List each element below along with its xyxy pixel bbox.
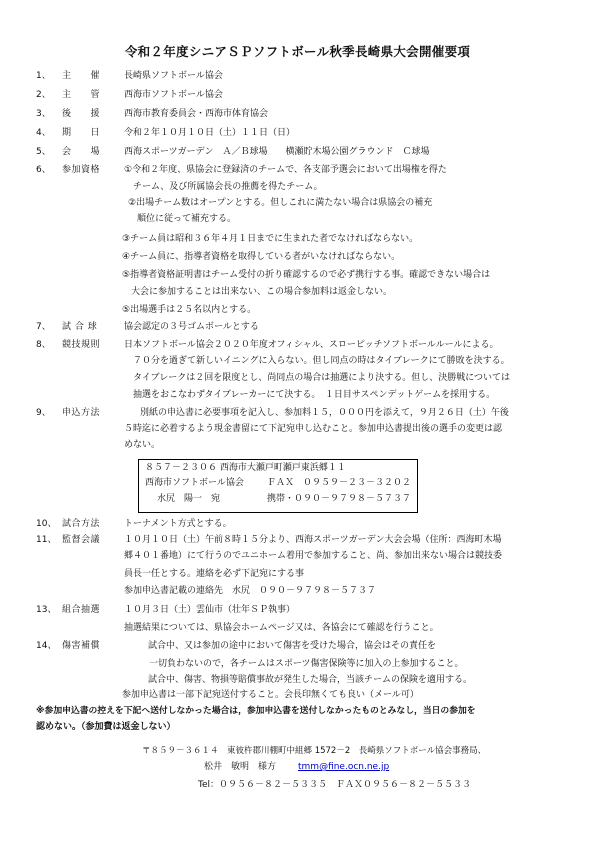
- item-text-line: 別紙の申込書に必要事項を記入し、参加料１５，０００円を添えて，９月２６日（土）午後: [140, 408, 509, 418]
- item-number: 10、: [36, 519, 57, 529]
- item-label: 申込方法: [62, 408, 101, 418]
- item-number: 8、: [36, 340, 51, 350]
- footer-address: 〒８５９－３６１４ 東彼杵郡川棚町中組郷 1572－2 長崎県ソフトボール協会事務局、: [142, 746, 487, 756]
- item-text-line: 参加申込書記載の連絡先 水尻 ０９０－９７９８－５７３７: [124, 586, 377, 596]
- item-label: 期 日: [62, 128, 101, 138]
- page-title: 令和２年度シニアＳＰソフトボール秋季長崎県大会開催要項: [124, 44, 471, 59]
- item-text-line: チーム、及び所属協会長の推薦を得たチーム。: [124, 182, 323, 192]
- note-3: 認めない。（参加費は返金しない）: [36, 722, 176, 732]
- item-number: 7、: [36, 322, 51, 332]
- item-text-line: ②出場チーム数はオープンとする。但しこれに満たない場合は県協会の補充: [128, 198, 433, 208]
- item-text-line: 抽選結果については、県協会ホームページ又は、各協会にて確認を行うこと。: [124, 623, 439, 633]
- item-text-line: 日本ソフトボール協会２０２０年度オフィシャル、スローピッチソフトボールルールによる。: [124, 340, 499, 350]
- item-text-line: 員長一任とする。連絡を必ず下記宛にする事: [124, 569, 305, 579]
- item-text-line: 令和２年１０月１０日（土）１１日（日）: [124, 128, 296, 138]
- item-label: 試合方法: [62, 519, 101, 529]
- item-text-line: 西海スポーツガーデン Ａ／Ｂ球場 横瀬貯木場公園グラウンド Ｃ球場: [124, 147, 430, 157]
- note-1: 参加申込書は一部下記宛送付すること。会長印無くても良い（メール可）: [122, 690, 419, 700]
- item-text-line: ④チーム員に、指導者資格を取得している者がいなければならない。: [122, 252, 401, 262]
- item-number: 5、: [36, 147, 51, 157]
- item-label: 監督会議: [62, 535, 101, 545]
- item-text-line: 順位に従って補充する。: [128, 214, 237, 224]
- item-text-line: ⑤指導者資格証明書はチーム受付の折り確認するので必ず携行する事。確認できない場合は: [122, 270, 491, 280]
- item-text-line: 一切負わないので，各チームはスポーツ傷害保険等に加入の上参加すること。: [140, 659, 464, 669]
- item-text-line: 大会に参加することは出来ない、この場合参加料は返金しない。: [122, 287, 393, 297]
- item-text-line: １０月１０日（土）午前８時１５分より、西海スポーツガーデン大会会場（住所：西海町木場: [124, 535, 502, 545]
- item-number: 2、: [36, 90, 51, 100]
- item-number: 3、: [36, 109, 51, 119]
- item-number: 14、: [36, 641, 57, 651]
- item-label: 主 催: [62, 71, 101, 81]
- item-number: 4、: [36, 128, 51, 138]
- box-name: 水尻 陽一 宛: [157, 494, 221, 504]
- item-text-line: ③チーム員は昭和３６年４月１日までに生まれた者でなければならない。: [122, 234, 419, 244]
- box-fax: ＦＡＸ ０９５９－２３－３２０２: [267, 478, 412, 488]
- address-box: [138, 459, 418, 513]
- item-label: 参加資格: [62, 165, 101, 175]
- item-text-line: 試合中、傷害、物損等賠償事故が発生した場合，当該チームの保険を適用する。: [148, 675, 473, 685]
- item-text-line: 協会認定の３号ゴムボールとする: [124, 322, 259, 332]
- item-number: 11、: [36, 535, 57, 545]
- item-text-line: 試合中、又は参加の途中において傷害を受けた場合，協会はその責任を: [148, 641, 437, 651]
- item-number: 1、: [36, 71, 51, 81]
- item-text-line: 抽選をおこなわずタイブレーカーにて決する。 １日目サスペンデットゲームを採用する。: [124, 390, 496, 400]
- box-address: ８５７－２３０６ 西海市大瀬戸町瀬戸東浜郷１１: [145, 463, 346, 473]
- item-text-line: ⑤出場選手は２５名以内とする。: [122, 305, 257, 315]
- item-text-line: １０月３日（土）雲仙市（壮年ＳＰ執事）: [124, 605, 296, 615]
- item-text-line: 長崎県ソフトボール協会: [124, 71, 223, 81]
- box-mobile: 携帯・０９０－９７９８－５７３７: [267, 494, 412, 504]
- footer-contact-name: 松井 敏明 様方: [204, 762, 277, 772]
- item-label: 主 管: [62, 90, 101, 100]
- item-number: 6、: [36, 165, 51, 175]
- footer-phone: Tel：０９５６－８２－５３３５ ＦＡＸ０９５６－８２－５５３３: [198, 780, 472, 790]
- footer-email-link[interactable]: tmm@fine.ocn.ne.jp: [298, 762, 390, 772]
- item-label: 後 援: [62, 109, 101, 119]
- item-label: 傷害補償: [62, 641, 101, 651]
- item-label: 競技規則: [62, 340, 101, 350]
- item-number: 13、: [36, 605, 57, 615]
- item-text-line: ５時迄に必着するよう現金書留にて下記宛申し込むこと。参加申込書提出後の選手の変更は認: [124, 424, 503, 434]
- item-text-line: 郷４０１番地）にて行うのでユニホーム着用で参加すること、尚、参加出来ない場合は競技委: [124, 551, 503, 561]
- note-2: ※参加申込書の控えを下記へ送付しなかった場合は，参加申込書を送付しなかったものとみなし，当日の参加を: [36, 706, 476, 716]
- item-text-line: めない。: [124, 440, 161, 450]
- item-label: 会 場: [62, 147, 101, 157]
- item-number: 9、: [36, 408, 51, 418]
- box-assoc: 西海市ソフトボール協会: [145, 478, 244, 488]
- item-label: 試 合 球: [62, 322, 98, 332]
- item-text-line: ①令和２年度、県協会に登録済のチームで、各支部予選会において出場権を得た: [124, 165, 447, 175]
- item-text-line: タイブレークは２回を限度とし、尚同点の場合は抽選により決する。但し、決勝戦については: [124, 373, 511, 383]
- item-text-line: トーナメント方式とする。: [124, 519, 232, 529]
- item-text-line: ７０分を過ぎて新しいイニングに入らない。但し同点の時はタイブレークにて勝敗を決する。: [124, 356, 510, 366]
- item-text-line: 西海市教育委員会・西海市体育協会: [124, 109, 269, 119]
- item-label: 組合抽選: [62, 605, 101, 615]
- item-text-line: 西海市ソフトボール協会: [124, 90, 223, 100]
